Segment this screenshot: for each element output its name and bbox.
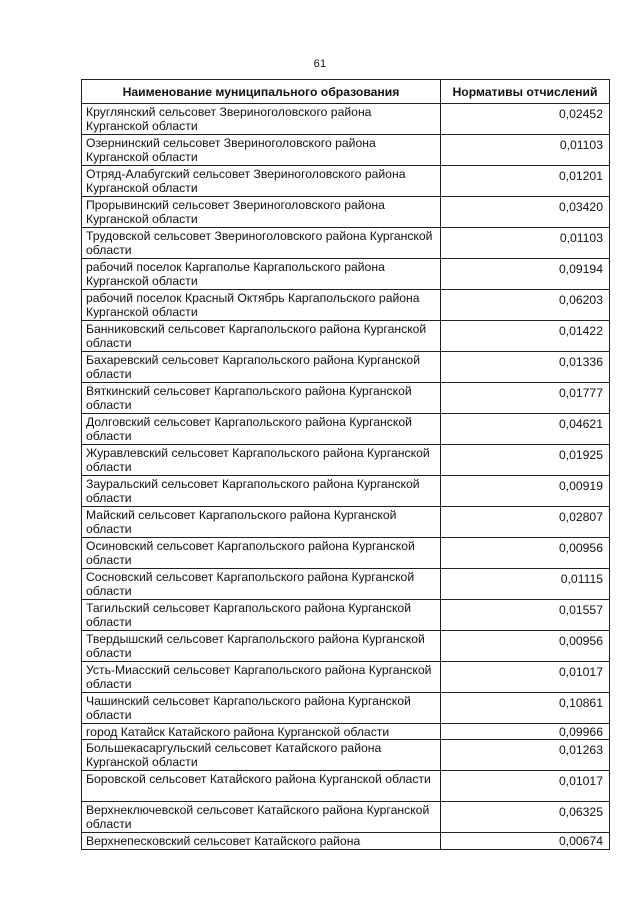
municipality-name: Зауральский сельсовет Каргапольского района Курганской области — [82, 476, 441, 507]
municipality-name: Отряд-Алабугский сельсовет Звериноголовского района Курганской области — [82, 166, 441, 197]
deduction-norm: 0,01925 — [441, 445, 610, 476]
table-row — [82, 476, 610, 507]
deduction-norm: 0,10861 — [441, 693, 610, 724]
deduction-norm: 0,01777 — [441, 383, 610, 414]
deduction-norm: 0,06325 — [441, 802, 610, 833]
deduction-norm: 0,01017 — [441, 771, 610, 802]
deduction-norm: 0,00919 — [441, 476, 610, 507]
deduction-norm: 0,03420 — [441, 197, 610, 228]
deduction-norm: 0,04621 — [441, 414, 610, 445]
table-row — [82, 166, 610, 197]
table-row — [82, 321, 610, 352]
table-row — [82, 631, 610, 662]
table-row — [82, 352, 610, 383]
table-row — [82, 445, 610, 476]
deduction-norm: 0,01115 — [441, 569, 610, 600]
deduction-norm: 0,01103 — [441, 228, 610, 259]
municipality-name: Осиновский сельсовет Каргапольского района Курганской области — [82, 538, 441, 569]
table-row — [82, 771, 610, 802]
municipality-name: Трудовской сельсовет Звериноголовского района Курганской области — [82, 228, 441, 259]
municipality-name: Прорывинский сельсовет Звериноголовского района Курганской области — [82, 197, 441, 228]
municipality-name: Журавлевский сельсовет Каргапольского района Курганской области — [82, 445, 441, 476]
deduction-norm: 0,01017 — [441, 662, 610, 693]
page-number: 61 — [313, 58, 327, 70]
municipality-name: Круглянский сельсовет Звериноголовского района Курганской области — [82, 104, 441, 135]
municipality-name: рабочий поселок Каргаполье Каргапольского района Курганской области — [82, 259, 441, 290]
municipality-name: Верхнеключевской сельсовет Катайского района Курганской области — [82, 802, 441, 833]
municipality-name: Чашинский сельсовет Каргапольского района Курганской области — [82, 693, 441, 724]
table-row — [82, 507, 610, 538]
table-row — [82, 228, 610, 259]
municipality-name: Вяткинский сельсовет Каргапольского района Курганской области — [82, 383, 441, 414]
table-row — [82, 662, 610, 693]
table-row — [82, 724, 610, 740]
table-row — [82, 259, 610, 290]
column-header-value: Нормативы отчислений — [441, 80, 610, 104]
table-row — [82, 414, 610, 445]
table-row — [82, 135, 610, 166]
deduction-norm: 0,01263 — [441, 740, 610, 771]
table-header-row — [82, 80, 610, 104]
municipality-name: рабочий поселок Красный Октябрь Каргапольского района Курганской области — [82, 290, 441, 321]
deduction-norm: 0,01557 — [441, 600, 610, 631]
deduction-norm: 0,09194 — [441, 259, 610, 290]
normatives-table — [81, 79, 610, 850]
municipality-name: Твердышский сельсовет Каргапольского района Курганской области — [82, 631, 441, 662]
deduction-norm: 0,00956 — [441, 538, 610, 569]
table-row — [82, 569, 610, 600]
deduction-norm: 0,01201 — [441, 166, 610, 197]
deduction-norm: 0,09966 — [441, 724, 610, 740]
table-row — [82, 740, 610, 771]
table-row — [82, 290, 610, 321]
deduction-norm: 0,00674 — [441, 833, 610, 850]
municipality-name: Тагильский сельсовет Каргапольского района Курганской области — [82, 600, 441, 631]
municipality-name: Долговский сельсовет Каргапольского района Курганской области — [82, 414, 441, 445]
municipality-name: город Катайск Катайского района Курганской области — [82, 724, 441, 740]
table-row — [82, 802, 610, 833]
deduction-norm: 0,01422 — [441, 321, 610, 352]
deduction-norm: 0,02807 — [441, 507, 610, 538]
table-row — [82, 104, 610, 135]
municipality-name: Майский сельсовет Каргапольского района Курганской области — [82, 507, 441, 538]
deduction-norm: 0,01336 — [441, 352, 610, 383]
municipality-name: Сосновский сельсовет Каргапольского района Курганской области — [82, 569, 441, 600]
table-row — [82, 538, 610, 569]
table-row — [82, 600, 610, 631]
municipality-name: Озернинский сельсовет Звериноголовского района Курганской области — [82, 135, 441, 166]
municipality-name: Усть-Миасский сельсовет Каргапольского района Курганской области — [82, 662, 441, 693]
table-row — [82, 833, 610, 850]
municipality-name: Бахаревский сельсовет Каргапольского района Курганской области — [82, 352, 441, 383]
table-row — [82, 197, 610, 228]
deduction-norm: 0,02452 — [441, 104, 610, 135]
column-header-name: Наименование муниципального образования — [82, 80, 441, 104]
municipality-name: Верхнепесковский сельсовет Катайского района — [82, 833, 441, 850]
municipality-name: Банниковский сельсовет Каргапольского района Курганской области — [82, 321, 441, 352]
table-row — [82, 383, 610, 414]
municipality-name: Большекасаргульский сельсовет Катайского района Курганской области — [82, 740, 441, 771]
deduction-norm: 0,01103 — [441, 135, 610, 166]
municipality-name: Боровской сельсовет Катайского района Курганской области — [82, 771, 441, 802]
table-row — [82, 693, 610, 724]
deduction-norm: 0,00956 — [441, 631, 610, 662]
deduction-norm: 0,06203 — [441, 290, 610, 321]
